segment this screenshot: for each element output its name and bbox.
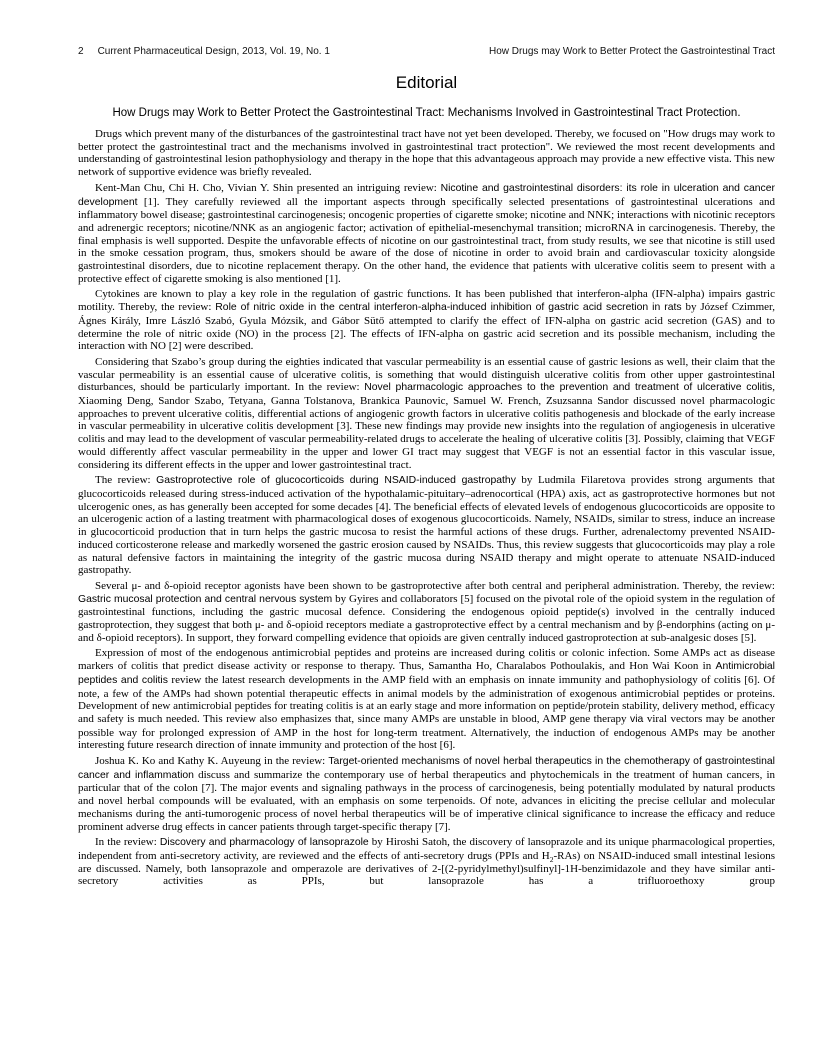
running-title: How Drugs may Work to Better Protect the Gastrointestinal Tract (488, 46, 775, 57)
article-title: How Drugs may Work to Better Protect the Gastrointestinal Tract: Mechanisms Involved in Gastrointestinal Tract Protection. (112, 107, 741, 119)
article-body (78, 128, 775, 888)
paragraph (78, 128, 775, 179)
review-title: Discovery and pharmacology of lansoprazole (159, 837, 369, 849)
review-title: Antimicrobial peptides and colitis (78, 661, 775, 686)
journal-citation: Current Pharmaceutical Design, 2013, Vol. 19, No. 1 (97, 46, 330, 57)
text-run: , Xiaoming Deng, Sandor Szabo, Tetyana, Ganna Tolstanova, Brankica Paunovic, Samuel W. French, Zsuzsanna Sandor discussed novel pharmacologic approaches to prevent ulcerative colitis, differential actions of angiogenic growth factors in ulcerative colitis pathogenesis and blockade of the early increase in vascular permeability in ulcerative colitis development [3]. These new findings may provide new insights into the regulation of angiogenesis in ulcerative colitis and may lead to the development of vascular permeability-related drugs to accelerate the healing of ulcerative colitis [3]. Possibly, claiming that VEGF would differently affect vascular permeability in the upper and lower GI tract may suggest that VEGF is not an essential factor in this vascular issue, considering its different effects in the upper and lower gastrointestinal tract. (78, 381, 775, 471)
paragraph (78, 474, 775, 577)
section-heading: Editorial (395, 73, 458, 92)
paragraph (78, 356, 775, 471)
text-run: review the latest research developments in the AMP field with an emphasis on innate immunity and pathophysiology of colitis [6]. Of note, a few of the AMPs had shown potential therapeutic effects in animal models by the administration of exogenous antimicrobial peptides or proteins. Development of new antimicrobial peptides for treating colitis is at an early stage and more information on peptide/protein stability, delivery method, efficacy and safety is much needed. This review also emphasizes that, since many AMPs are unstable in blood, AMP gene therapy (78, 673, 775, 725)
text-run: Considering that Szabo’s group during the eighties indicated that vascular permeability is an essential cause of gastric lesions as well, their claim that the vascular permeability is an essential cause of ulcerative colitis, is something that would distinguish ulcerative colitis from other upper gastrointestinal disturbances, should be particularly important. In the review: (78, 355, 775, 394)
header-left (78, 46, 330, 57)
review-title: via (630, 713, 644, 725)
review-title: Gastroprotective role of glucocorticoids during NSAID-induced gastropathy (156, 475, 516, 487)
page-number: 2 (78, 46, 84, 57)
text-run: viral vectors may be another possible way for prolonged expression of AMP in the host for long-term treatment. Alternatively, the induction of endogenous AMPs may be another interesting future research direction of innate immunity and protection of the host [6]. (78, 712, 775, 752)
review-title: Novel pharmacologic approaches to the prevention and treatment of ulcerative colitis (364, 382, 773, 394)
text-run: Kent-Man Chu, Chi H. Cho, Vivian Y. Shin presented an intriguing review: (95, 181, 441, 194)
review-title: Nicotine and gastrointestinal disorders: its role in ulceration and cancer development (78, 182, 775, 208)
text-run: by József Czimmer, Ágnes Király, Imre László Szabó, Gyula Mózsik, and Gábor Sütő attempted to clarify the effect of IFN-alpha on gastric acid secretion (GAS) and to determine the role of nitric oxide (NO) in the process [2]. The effects of IFN-alpha on gastric acid secretion and its possible mechanism, including the interaction with NO [2] were described. (78, 301, 775, 353)
text-run: Expression of most of the endogenous antimicrobial peptides and proteins are increased during colitis or colonic infection. Some AMPs act as disease markers of colitis that predict disease activity or response to therapy. Thus, Samantha Ho, Charalabos Pothoulakis, and Hon Wai Koon in (78, 647, 775, 673)
review-title: Target-oriented mechanisms of novel herbal therapeutics in the chemotherapy of gastrointestinal cancer and inflammation (78, 756, 775, 781)
paragraph (78, 647, 775, 752)
subscript: 2 (549, 855, 554, 865)
text-run: discuss and summarize the contemporary use of herbal therapeutics and phytochemicals in the treatment of human cancers, in particular that of the colon [7]. The major events and signaling pathways in the process of carcinogenesis, being potentially modulated by natural products and novel herbal compounds will be evaluated, with an emphasis on some terpenoids. Of note, advances in eliciting the precise cellular and molecular mechanisms during the anti-tumorogenic process of novel herbal therapeutics will be of imperative clinical significance to increase the efficacy and reduce prominent adverse drug effects in cancer patients through target-specific therapy [7]. (78, 768, 776, 833)
text-run: Drugs which prevent many of the disturbances of the gastrointestinal tract have not yet been developed. Thereby, we focused on "How drugs may work to better protect the gastrointestinal tract and the mechanisms involved in gastrointestinal tract protection". We reviewed the most recent developments and understanding of gastrointestinal lesion pathophysiology and therapy in the hope that this advantageous approach may provide a new effective vista. This new network of supportive evidence was briefly revealed. (78, 128, 775, 179)
page-header (78, 46, 775, 57)
text-run: Cytokines are known to play a key role in the regulation of gastric functions. It has been published that interferon-alpha (IFN-alpha) impairs gastric motility. Thereby, the review: (78, 288, 775, 314)
text-run: by Hiroshi Satoh, the discovery of lansoprazole and its unique pharmacological properties, independent from anti-secretory activity, are reviewed and the effects of anti-secretory drugs (PPIs and H (78, 836, 775, 862)
review-title: Role of nitric oxide in the central interferon-alpha-induced inhibition of gastric acid secretion in rats (215, 302, 682, 314)
paragraph (78, 755, 775, 833)
paragraph (78, 182, 775, 286)
text-run: -RAs) on NSAID-induced small intestinal lesions are discussed. Namely, both lansoprazole and omperazole are derivatives of 2-[(2-pyridylmethyl)sulfinyl]-1H-benzimidazole and they have similar anti-secretory activities as PPIs, but lansoprazole has a trifluoroethoxy group (78, 849, 775, 888)
text-run: by Ludmila Filaretova provides strong arguments that glucocorticoids released during stress-induced activation of the hypothalamic-pituitary–adrenocortical (HPA) axis, act as gastroprotective hormones but not ulcerogenic ones, as has generally been accepted for some decades [4]. The beneficial effects of elevated levels of endogenous glucocorticoids are opposite to an ulcerogenic action of a lasting treatment with pharmacological doses of exogenous glucocorticoids. Namely, NSAIDs, similar to stress, induce an increase in glucocorticoid production that in turn helps the gastric mucosa to resist the harmful actions of these drugs. Further, adrenalectomy prevented NSAID-induced corticosterone release and markedly worsened the gastric erosion caused by NSAIDs. Thus, this review suggests that glucocorticoids may play a role as natural defensive factors in maintaining the integrity of the gastric mucosa during NSAID therapy and might operate to attenuate NSAID-induced gastropathy. (78, 474, 775, 577)
text-run: The review: (95, 474, 157, 487)
text-run: Several μ- and δ-opioid receptor agonists have been shown to be gastroprotective after both central and peripheral administration. Thereby, the review: (95, 579, 775, 592)
review-title: Gastric mucosal protection and central nervous system (78, 593, 333, 605)
text-run: by Gyires and collaborators [5] focused on the pivotal role of the opioid system in the regulation of gastrointestinal functions, including the gastric mucosal defence. Considering the endogenous opioid peptide(s) involved in the centrally induced gastroprotection, they suggest that both μ- and δ-opioid receptors mediate a gastroprotective effect by a central mechanism and by β-endorphins (acting on μ- and δ-opioid receptors). In support, they forward compelling evidence that opioids are given centrally induced gastroprotection at sub-analgesic doses [5]. (78, 592, 775, 644)
paragraph (78, 288, 775, 353)
paragraph (78, 580, 775, 645)
paragraph (78, 836, 775, 888)
text-run: In the review: (95, 836, 160, 849)
text-run: Joshua K. Ko and Kathy K. Auyeung in the review: (95, 755, 329, 768)
text-run: [1]. They carefully reviewed all the important aspects through specifically selected presentations of gastrointestinal ulcerations and inflammatory bowel disease; gastrointestinal carcinogenesis; oncogenic properties of cigarette smoke; nicotine and NNK; interactions with nicotinic receptors and adrenergic receptors; nicotine/NNK as an angiogenic factor; activation of epithelial-mesenchymal transition; microRNA in carcinogenesis. Thereby, the final emphasis is well supported. Despite the unfavorable effects of nicotine on our gastrointestinal tract, from study results, we see that nicotine is still used in the smoke cessation program, thus, smokers should be aware of the dose of nicotine in order to avoid brain and cardiovascular toxicity alongside gastrointestinal disorders, due to nicotine replacement therapy. On the other hand, the evidence that patients with ulcerative colitis seem to present with a protective effect of cigarette smoking is also mentioned [1]. (78, 195, 775, 285)
